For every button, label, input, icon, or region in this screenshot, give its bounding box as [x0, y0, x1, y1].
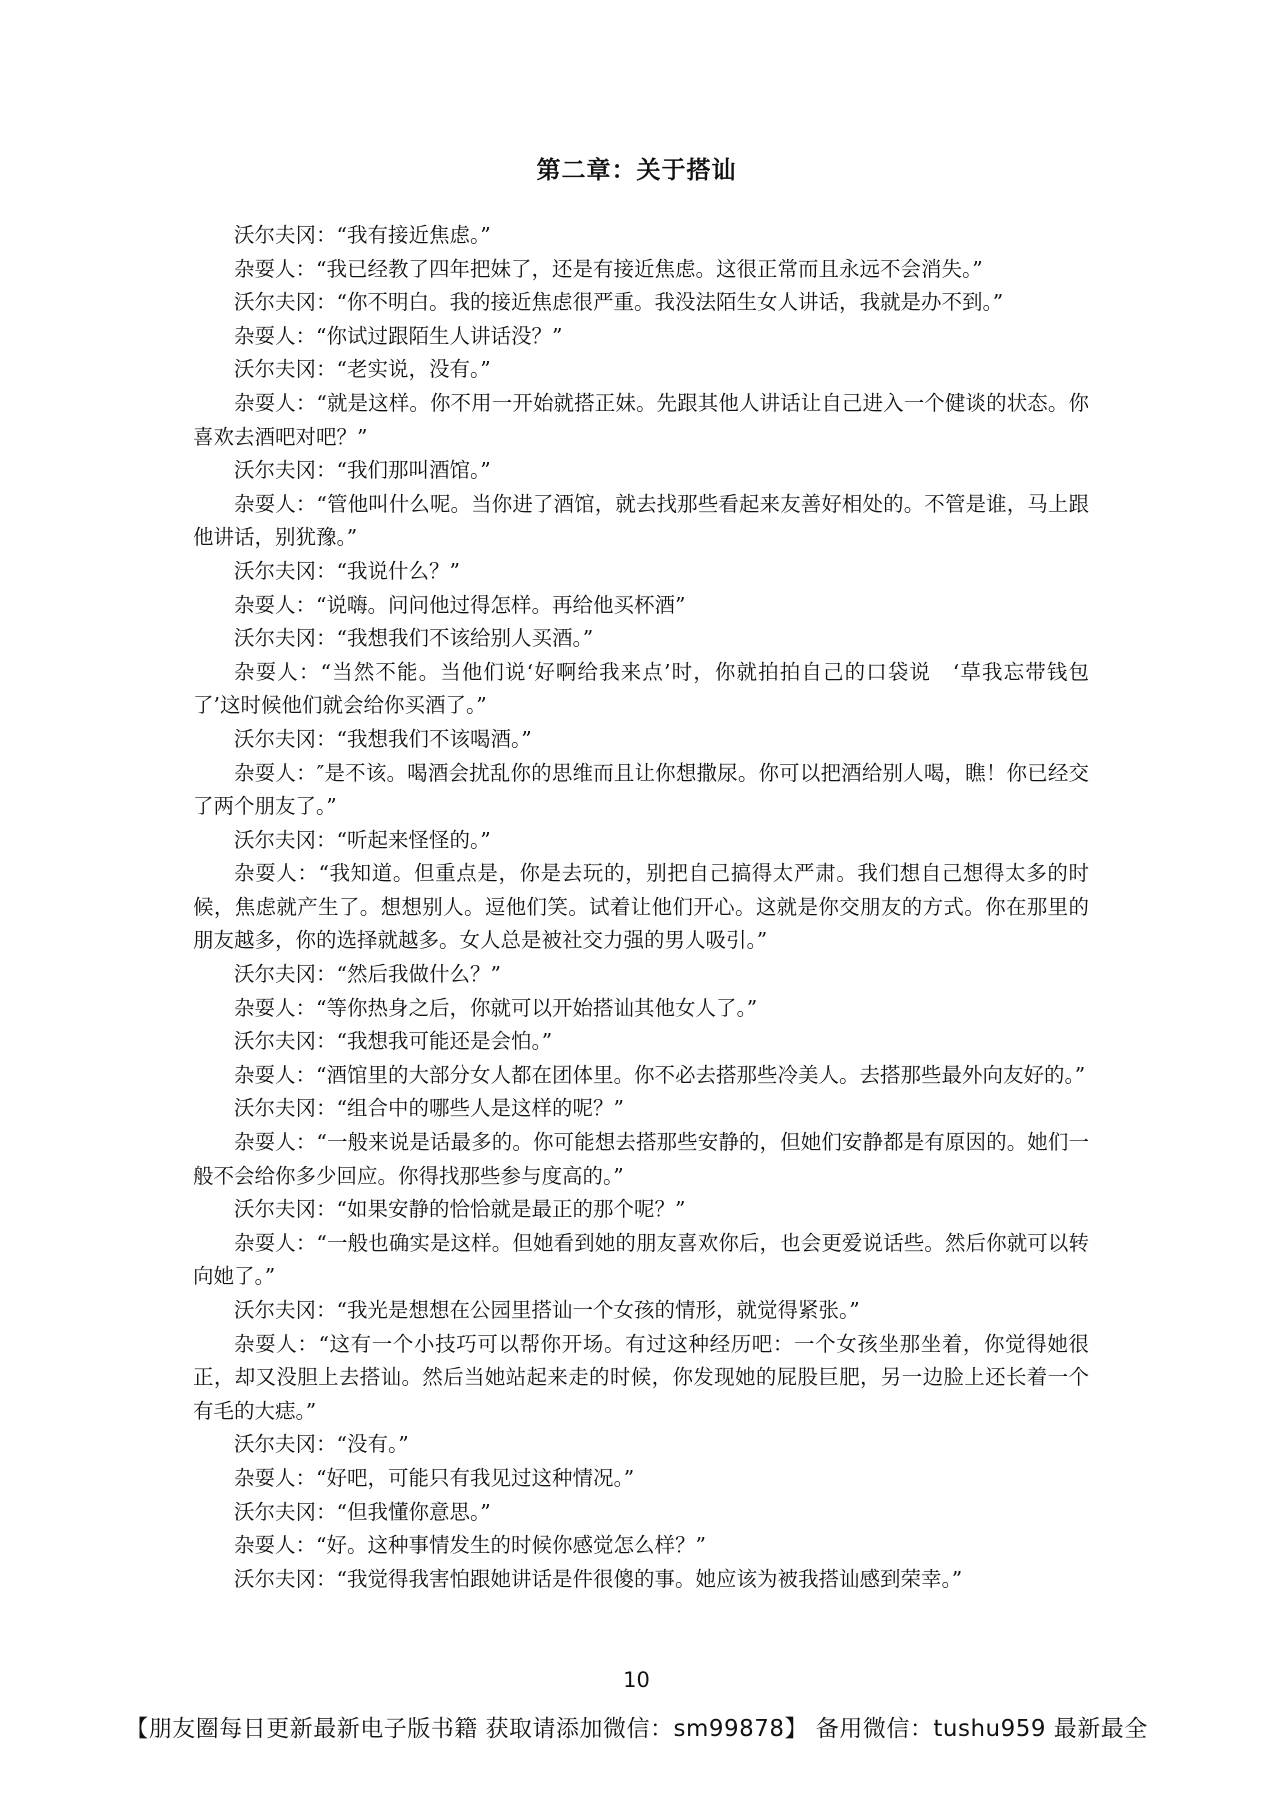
chapter-title: 第二章：关于搭讪: [536, 156, 737, 184]
dialogue-paragraph: 杂耍人：“酒馆里的大部分女人都在团体里。你不必去搭那些冷美人。去搭那些最外向友好的。”: [234, 1062, 1086, 1087]
dialogue-body: [193, 219, 1089, 1596]
dialogue-paragraph: 沃尔夫冈：“组合中的哪些人是这样的呢？”: [234, 1096, 624, 1121]
dialogue-paragraph: 杂耍人：″是不该。喝酒会扰乱你的思维而且让你想撒尿。你可以把酒给别人喝，瞧！你已经交了两个朋友了。”: [193, 760, 1089, 819]
dialogue-paragraph: 杂耍人：“我已经教了四年把妹了，还是有接近焦虑。这很正常而且永远不会消失。”: [234, 256, 983, 281]
dialogue-paragraph: 杂耍人：“说嗨。问问他过得怎样。再给他买杯酒”: [234, 592, 686, 617]
dialogue-paragraph: 杂耍人：“我知道。但重点是，你是去玩的，别把自己搞得太严肃。我们想自己想得太多的时候，焦虑就产生了。想想别人。逗他们笑。试着让他们开心。这就是你交朋友的方式。你在那里的朋友越多，你的选择就越多。女人总是被社交力强的男人吸引。”: [193, 861, 1089, 953]
dialogue-paragraph: 沃尔夫冈：“我们那叫酒馆。”: [234, 458, 491, 483]
dialogue-paragraph: 杂耍人：“好。这种事情发生的时候你感觉怎么样？”: [234, 1533, 706, 1558]
dialogue-paragraph: 沃尔夫冈：“我觉得我害怕跟她讲话是件很傻的事。她应该为被我搭讪感到荣幸。”: [234, 1566, 963, 1591]
dialogue-paragraph: 沃尔夫冈：“我想我们不该给别人买酒。”: [234, 626, 594, 651]
dialogue-paragraph: 沃尔夫冈：“我有接近焦虑。”: [234, 223, 491, 247]
dialogue-paragraph: 沃尔夫冈：“老实说，没有。”: [234, 357, 491, 382]
dialogue-paragraph: 沃尔夫冈：“你不明白。我的接近焦虑很严重。我没法陌生女人讲话，我就是办不到。”: [234, 290, 1004, 315]
dialogue-paragraph: 沃尔夫冈：“听起来怪怪的。”: [234, 827, 491, 852]
dialogue-paragraph: 杂耍人：“管他叫什么呢。当你进了酒馆，就去找那些看起来友善好相处的。不管是谁，马上跟他讲话，别犹豫。”: [193, 491, 1089, 550]
dialogue-paragraph: 杂耍人：“你试过跟陌生人讲话没？”: [234, 323, 563, 348]
dialogue-paragraph: 杂耍人：“一般也确实是这样。但她看到她的朋友喜欢你后，也会更爱说话些。然后你就可以转向她了。”: [193, 1230, 1089, 1289]
dialogue-paragraph: 沃尔夫冈：“如果安静的恰恰就是最正的那个呢？”: [234, 1197, 686, 1222]
dialogue-paragraph: 杂耍人：“这有一个小技巧可以帮你开场。有过这种经历吧：一个女孩坐那坐着，你觉得她很正，却又没胆上去搭讪。然后当她站起来走的时候，你发现她的屁股巨肥，另一边脸上还长着一个有毛的大痣。”: [193, 1331, 1089, 1423]
dialogue-paragraph: 杂耍人：“好吧，可能只有我见过这种情况。”: [234, 1465, 635, 1490]
promo-banner: 【朋友圈每日更新最新电子版书籍 获取请添加微信：sm99878】 备用微信：tushu959 最新最全: [125, 1716, 1148, 1742]
dialogue-paragraph: 沃尔夫冈：“我想我们不该喝酒。”: [234, 726, 532, 751]
dialogue-paragraph: 沃尔夫冈：“但我懂你意思。”: [234, 1499, 491, 1524]
dialogue-paragraph: 杂耍人：“等你热身之后，你就可以开始搭讪其他女人了。”: [234, 995, 758, 1020]
dialogue-paragraph: 杂耍人：“当然不能。当他们说‘好啊给我来点’时，你就拍拍自己的口袋说 ‘草我忘带钱包了’这时候他们就会给你买酒了。”: [193, 659, 1089, 718]
dialogue-paragraph: 沃尔夫冈：“没有。”: [234, 1432, 409, 1457]
dialogue-paragraph: 杂耍人：“就是这样。你不用一开始就搭正妹。先跟其他人讲话让自己进入一个健谈的状态。你喜欢去酒吧对吧？”: [193, 390, 1089, 449]
page-number: 10: [623, 1668, 650, 1692]
dialogue-paragraph: 沃尔夫冈：“然后我做什么？”: [234, 962, 501, 987]
dialogue-paragraph: 沃尔夫冈：“我说什么？”: [234, 558, 460, 583]
dialogue-paragraph: 杂耍人：“一般来说是话最多的。你可能想去搭那些安静的，但她们安静都是有原因的。她们一般不会给你多少回应。你得找那些参与度高的。”: [193, 1130, 1089, 1188]
dialogue-paragraph: 沃尔夫冈：“我想我可能还是会怕。”: [234, 1029, 553, 1054]
dialogue-paragraph: 沃尔夫冈：“我光是想想在公园里搭讪一个女孩的情形，就觉得紧张。”: [234, 1298, 860, 1322]
